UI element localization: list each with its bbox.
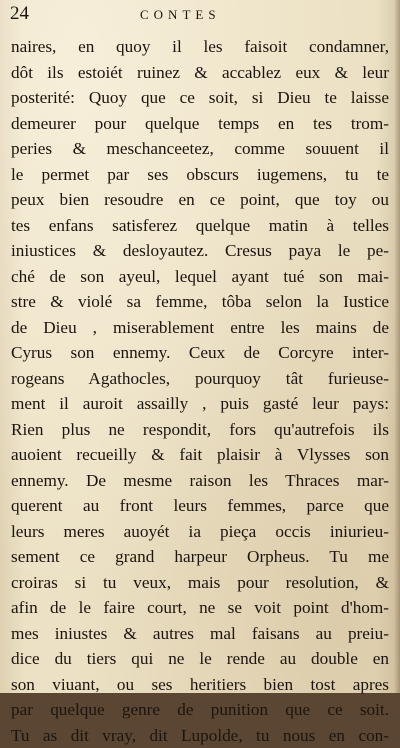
page-number: 24 — [10, 3, 29, 25]
text-line: de Dieu , miserablement entre les mains de — [11, 315, 389, 341]
text-line: leurs meres auoyét ia pieça occis iniurieu- — [11, 519, 389, 545]
text-line: ennemy. De mesme raison les Thraces mar- — [11, 468, 389, 494]
text-line: peux bien resoudre en ce point, que toy ou — [11, 187, 389, 213]
text-line: auoient recueilly & fait plaisir à Vlysses son — [11, 442, 389, 468]
text-line: Cyrus son ennemy. Ceux de Corcyre inter- — [11, 340, 389, 366]
text-line: dice du tiers qui ne le rende au double en — [11, 646, 389, 672]
text-line: afin de le faire court, ne se voit point d'hom- — [11, 595, 389, 621]
text-line: croiras si tu veux, mais pour resolution, & — [11, 570, 389, 596]
text-line: iniustices & desloyautez. Cresus paya le pe- — [11, 238, 389, 264]
text-line: Tu as dit vray, dit Lupolde, tu nous en con- — [11, 723, 389, 748]
text-line: dôt ils estoiét ruinez & accablez eux & leur — [11, 60, 389, 86]
text-line: peries & meschanceetez, comme souuent il — [11, 136, 389, 162]
text-line: sement ce grand harpeur Orpheus. Tu me — [11, 544, 389, 570]
text-line: stre & violé sa femme, tôba selon la Iustice — [11, 289, 389, 315]
text-line: ment il auroit assailly , puis gasté leur pays: — [11, 391, 389, 417]
page-header — [10, 3, 386, 25]
text-line: tes enfans satisferez quelque matin à telles — [11, 213, 389, 239]
text-line: rogeans Agathocles, pourquoy tât furieuse- — [11, 366, 389, 392]
text-line: son viuant, ou ses heritiers bien tost apres — [11, 672, 389, 698]
text-line: Rien plus ne respondit, fors qu'autrefois ils — [11, 417, 389, 443]
text-line: querent au front leurs femmes, parce que — [11, 493, 389, 519]
text-line: posterité: Quoy que ce soit, si Dieu te laisse — [11, 85, 389, 111]
text-line: mes iniustes & autres mal faisans au preiu- — [11, 621, 389, 647]
text-line: demeurer pour quelque temps en tes trom- — [11, 111, 389, 137]
running-title: CONTES — [140, 4, 221, 26]
text-line: le permet par ses obscurs iugemens, tu te — [11, 162, 389, 188]
text-line: ché de son ayeul, lequel ayant tué son mai- — [11, 264, 389, 290]
text-line: naires, en quoy il les faisoit condamner, — [11, 34, 389, 60]
page-edge-shadow — [394, 0, 400, 693]
body-text — [11, 34, 389, 748]
text-line: par quelque genre de punition que ce soit. — [11, 697, 389, 723]
